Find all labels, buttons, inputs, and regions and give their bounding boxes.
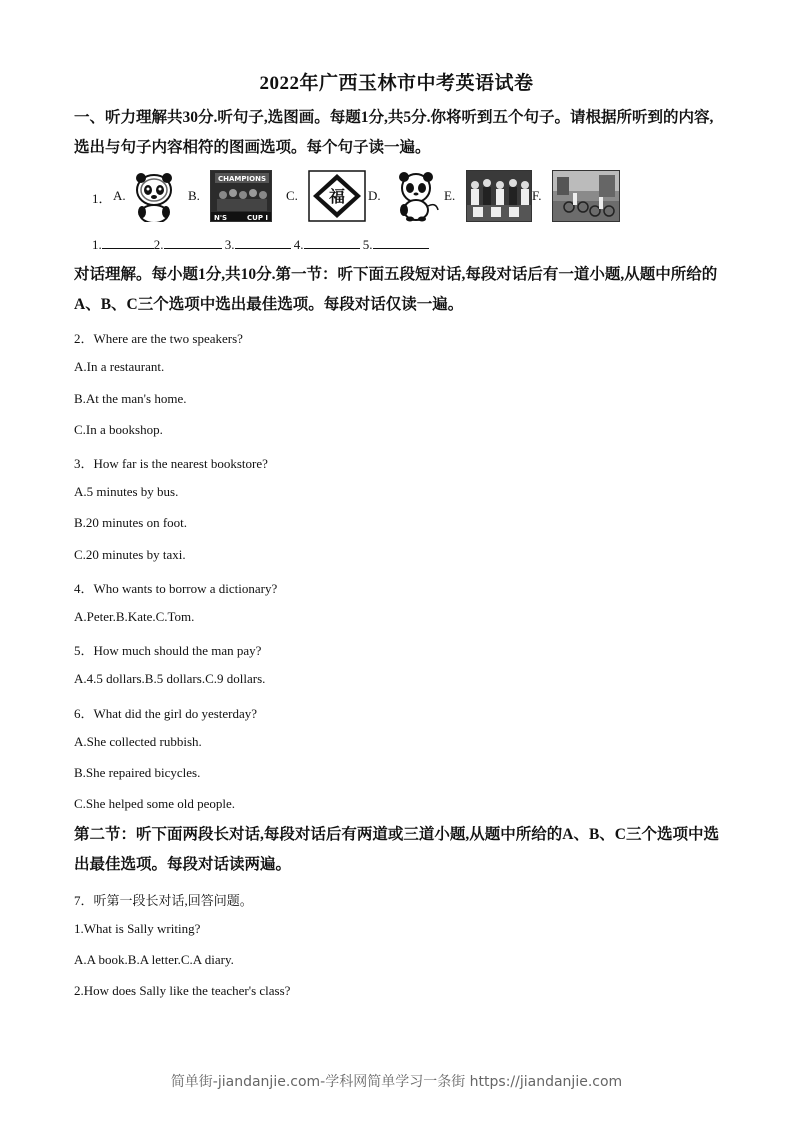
blank-3[interactable] [235, 236, 291, 249]
answer-option: C.20 minutes by taxi. [74, 547, 186, 562]
sub-question: 2.How does Sally like the teacher's class? [74, 983, 291, 998]
answer-option: A.4.5 dollars.B.5 dollars.C.9 dollars. [74, 671, 266, 686]
blank-1[interactable] [102, 236, 154, 249]
blank-5-label: 5. [362, 237, 373, 252]
question-4: 4．Who wants to borrow a dictionary? [74, 581, 278, 596]
page-title: 2022年广西玉林市中考英语试卷 [259, 73, 534, 94]
option-b-label: B. [188, 188, 200, 203]
blank-3-label: 3. [224, 237, 235, 252]
option-f-label: F. [532, 188, 542, 203]
blank-2[interactable] [164, 236, 222, 249]
answer-option: A.5 minutes by bus. [74, 484, 179, 499]
svg-text:福: 福 [328, 187, 346, 206]
blank-5[interactable] [373, 236, 429, 249]
question-7: 7．听第一段长对话,回答问题。 [74, 893, 253, 908]
answer-option: A.She collected rubbish. [74, 734, 202, 749]
fu-paper-cut-image [308, 170, 366, 222]
panda-cartoon-image [390, 170, 442, 222]
question-5: 5．How much should the man pay? [74, 643, 262, 658]
answer-option: C.She helped some old people. [74, 796, 236, 811]
option-c-label: C. [286, 188, 298, 203]
image-options-row [92, 170, 652, 224]
svg-text:N'S: N'S [214, 214, 228, 222]
answer-option: A.Peter.B.Kate.C.Tom. [74, 609, 195, 624]
answer-blanks [92, 236, 429, 253]
option-d-label: D. [368, 188, 381, 203]
section2-heading: 对话理解。每小题1分,共10分.第一节：听下面五段短对话,每段对话后有一道小题,从题中所给的A、B、C三个选项中选出最佳选项。每段对话仅读一遍。 [74, 266, 718, 313]
answer-option: A.A book.B.A letter.C.A diary. [74, 952, 234, 967]
option-e-label: E. [444, 188, 456, 203]
answer-option: B.20 minutes on foot. [74, 515, 188, 530]
svg-text:CUP I: CUP I [247, 214, 268, 222]
section1-heading: 一、听力理解共30分.听句子,选图画。每题1分,共5分.你将听到五个句子。请根据所听到的内容,选出与句子内容相符的图画选项。每个句子读一遍。 [74, 109, 714, 156]
panda-mascot-image [130, 170, 178, 222]
question-3: 3．How far is the nearest bookstore? [74, 456, 268, 471]
answer-option: C.In a bookshop. [74, 422, 163, 437]
bicycle-outdoor-photo-image [552, 170, 620, 222]
champions-team-image [210, 170, 272, 222]
blank-4-label: 4. [293, 237, 304, 252]
section3-heading: 第二节：听下面两段长对话,每段对话后有两道或三道小题,从题中所给的A、B、C三个选项中选出最佳选项。每段对话读两遍。 [74, 826, 719, 873]
question-6: 6．What did the girl do yesterday? [74, 706, 258, 721]
answer-option: B.At the man's home. [74, 391, 187, 406]
question-1-number: 1． [92, 191, 112, 206]
answer-option: A.In a restaurant. [74, 359, 165, 374]
sub-question: 1.What is Sally writing? [74, 921, 201, 936]
team-group-photo-image [466, 170, 532, 222]
blank-4[interactable] [304, 236, 360, 249]
option-a-label: A. [113, 188, 126, 203]
blank-1-label: 1. [92, 237, 102, 252]
blank-2-label: 2. [153, 237, 164, 252]
answer-option: B.She repaired bicycles. [74, 765, 201, 780]
page-footer: 简单街-jiandanjie.com-学科网简单学习一条街 https://jiandanjie.com [170, 1074, 623, 1090]
champions-banner-text: CHAMPIONS [218, 175, 266, 183]
question-2: 2．Where are the two speakers? [74, 331, 243, 346]
